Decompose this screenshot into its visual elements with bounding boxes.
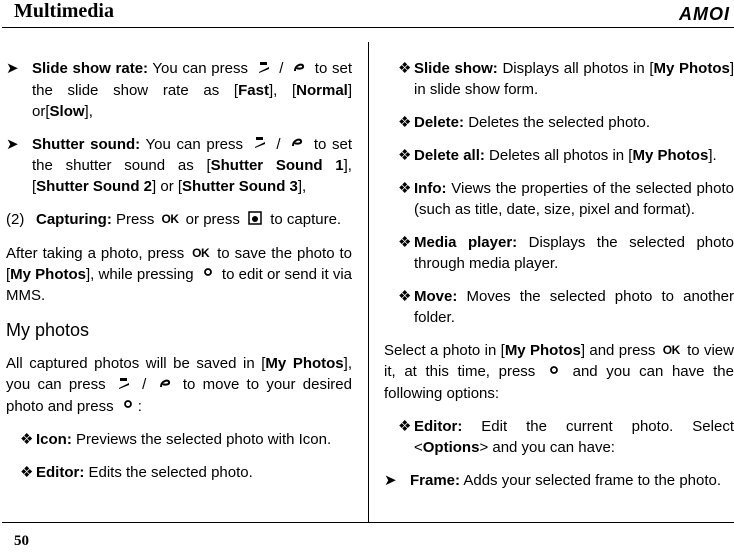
list-item: ❖ Slide show: Displays all photos in [My Photos] in slide show form.	[398, 60, 734, 98]
list-item: ❖ Editor: Edits the selected photo.	[20, 464, 253, 482]
diamond-bullet-icon: ❖	[398, 147, 412, 164]
list-item: ❖ Info: Views the properties of the selected photo (such as title, date, size, pixel and format).	[398, 180, 734, 218]
diamond-bullet-icon: ❖	[398, 60, 412, 77]
center-key-icon	[122, 396, 134, 417]
list-item: ❖ Media player: Displays the selected photo through media player.	[398, 234, 734, 272]
list-item: ❖ Delete all: Deletes all photos in [My Photos].	[398, 147, 717, 164]
list-item: ❖ Delete: Deletes the selected photo.	[398, 114, 650, 131]
left-soft-key-icon	[117, 375, 131, 396]
left-soft-key-icon	[253, 134, 267, 155]
paragraph: After taking a photo, press $^{OK}$ to save the photo to [My Photos], while pressing to edit or send it via MMS.	[6, 244, 352, 305]
center-key-icon	[548, 362, 560, 383]
page-number: 50	[14, 533, 29, 549]
diamond-bullet-icon: ❖	[398, 417, 412, 435]
arrow-bullet-icon: ➤	[6, 60, 19, 77]
list-item: ❖ Move: Moves the selected photo to another folder.	[398, 288, 734, 326]
right-soft-key-icon	[292, 59, 306, 80]
step-item: (2) Capturing: Press $^{OK}$ or press to capture.	[6, 209, 352, 231]
section-heading: My photos	[6, 320, 90, 341]
list-item: ➤ Frame: Adds your selected frame to the photo.	[384, 471, 722, 489]
list-item: ➤ Slide show rate: You can press / to set the slide show rate as [Fast], [Normal] or[Slow],	[6, 60, 353, 120]
header-title: Multimedia	[14, 0, 114, 22]
diamond-bullet-icon: ❖	[20, 464, 34, 482]
arrow-bullet-icon: ➤	[6, 135, 19, 153]
diamond-bullet-icon: ❖	[398, 288, 412, 305]
right-soft-key-icon	[290, 134, 304, 155]
paragraph: Select a photo in [My Photos] and press $^{OK}$ to view it, at this time, press and you can have the following options:	[384, 342, 734, 402]
left-soft-key-icon	[257, 59, 271, 80]
ok-key-icon: OK	[662, 343, 680, 357]
center-key-icon	[202, 264, 214, 285]
amoi-logo: AMOI	[679, 4, 730, 24]
right-soft-key-icon	[158, 375, 172, 396]
ok-key-icon: OK	[192, 245, 210, 260]
column-divider	[368, 42, 369, 522]
header-rule	[2, 27, 734, 28]
paragraph: All captured photos will be saved in [My Photos], you can press / to move to your desired photo and press :	[6, 353, 352, 417]
list-item: ❖ Editor: Edit the current photo. Select <Options> and you can have:	[398, 417, 734, 456]
diamond-bullet-icon: ❖	[398, 234, 412, 251]
diamond-bullet-icon: ❖	[20, 431, 34, 449]
diamond-bullet-icon: ❖	[398, 114, 412, 131]
right-column	[384, 58, 734, 491]
list-item: ❖ Icon: Previews the selected photo with Icon.	[20, 431, 332, 449]
camera-key-icon	[248, 210, 262, 231]
arrow-bullet-icon: ➤	[384, 471, 397, 489]
diamond-bullet-icon: ❖	[398, 180, 412, 197]
ok-key-icon: OK	[161, 212, 179, 227]
left-column	[6, 58, 352, 483]
footer-rule	[2, 522, 734, 523]
list-item: ➤ Shutter sound: You can press / to set the shutter sound as [Shutter Sound 1], [Shutter Sound 2] or [Shutter Sound 3],	[6, 135, 353, 196]
